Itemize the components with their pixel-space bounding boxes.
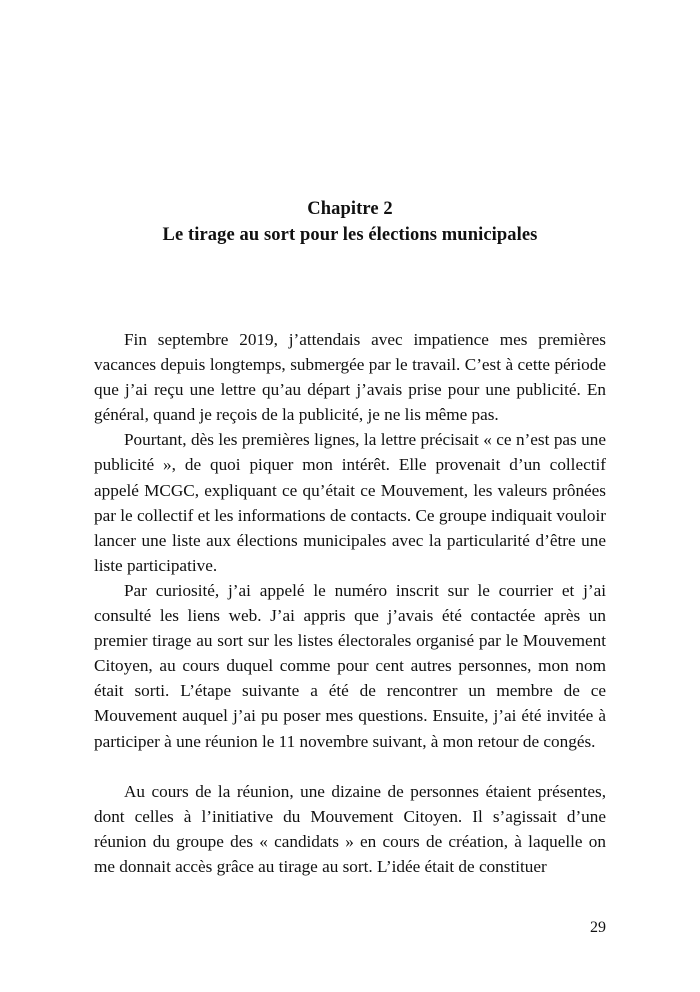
chapter-title: Le tirage au sort pour les élections municipales (162, 225, 538, 245)
page-title (94, 196, 606, 248)
chapter-label: Chapitre 2 (307, 199, 393, 219)
paragraph: Au cours de la réunion, une dizaine de personnes étaient présentes, dont celles à l’initiative du Mouvement Citoyen. Il s’agissait d’une réunion du groupe des « candidats » en cours de création, à laquelle on me donnait accès grâce au tirage au sort. L’idée était de constituer (94, 781, 606, 876)
paragraph: Par curiosité, j’ai appelé le numéro inscrit sur le courrier et j’ai consulté les liens web. J’ai appris que j’avais été contactée après un premier tirage au sort sur les listes électorales organisé par le Mouvement Citoyen, au cours duquel comme pour cent autres personnes, mon nom était sorti. L’étape suivante a été de rencontrer un membre de ce Mouvement auquel j’ai pu poser mes questions. Ensuite, j’ai été invitée à participer à une réunion le 11 novembre suivant, à mon retour de congés. (94, 580, 606, 751)
paragraph: Fin septembre 2019, j’attendais avec impatience mes premières vacances depuis longtemps, submergée par le travail. C’est à cette période que j’ai reçu une lettre qu’au départ j’avais prise pour une publicité. En général, quand je reçois de la publicité, je ne lis même pas. (94, 330, 606, 425)
paragraph: Pourtant, dès les premières lignes, la lettre précisait « ce n’est pas une publicité », de quoi piquer mon intérêt. Elle provenait d’un collectif appelé MCGC, expliquant ce qu’était ce Mouvement, les valeurs prônées par le collectif et les informations de contacts. Ce groupe indiquait vouloir lancer une liste aux élections municipales avec la particularité d’être une liste participative. (94, 430, 606, 575)
chapter-heading-block (94, 196, 606, 248)
body-text-block (94, 327, 606, 879)
page-number: 29 (590, 919, 606, 936)
